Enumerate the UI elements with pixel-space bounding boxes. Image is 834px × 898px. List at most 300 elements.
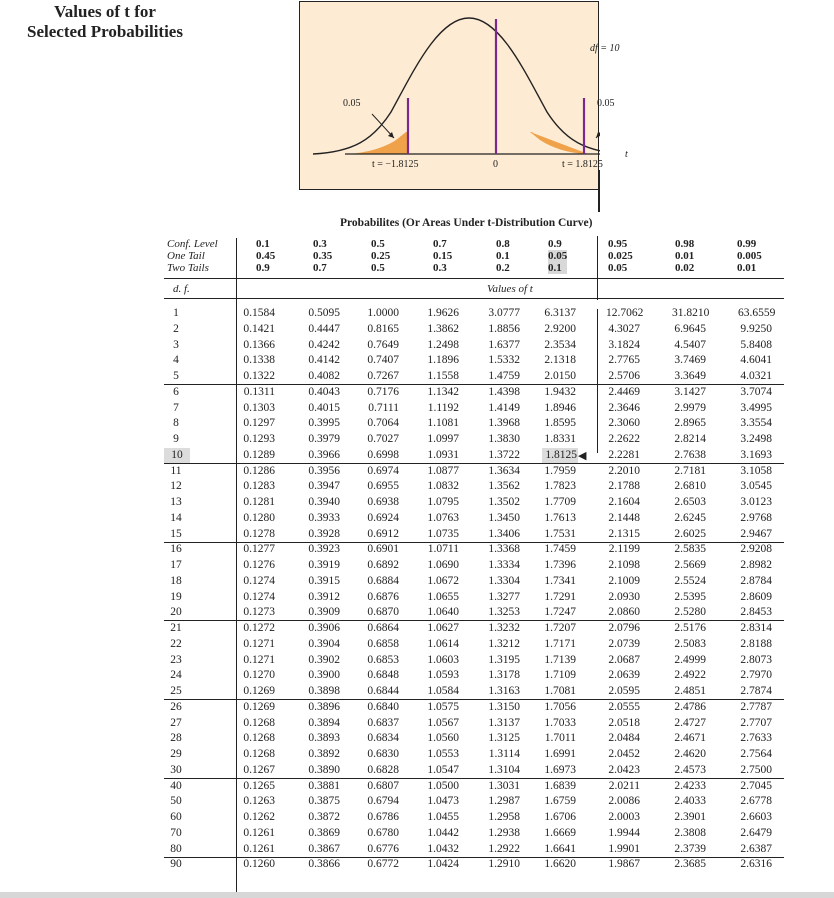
value-cell: 1.7171 xyxy=(544,637,576,650)
df-label: df = 10 xyxy=(590,43,620,54)
value-cell: 0.6772 xyxy=(367,858,399,871)
value-cell: 1.2987 xyxy=(488,795,520,808)
value-cell: 2.6025 xyxy=(674,527,706,540)
header-column-6 xyxy=(548,238,567,274)
header-one-value: 0.025 xyxy=(608,250,633,262)
value-cell: 3.1058 xyxy=(740,464,772,477)
value-cell: 0.3979 xyxy=(308,433,340,445)
value-cell: 1.1081 xyxy=(427,417,459,430)
df-cell: 29 xyxy=(170,748,182,760)
value-cell: 2.5524 xyxy=(674,574,706,587)
value-cell: 1.0763 xyxy=(427,511,459,524)
value-cell: 0.1261 xyxy=(243,842,275,855)
value-cell: 2.4573 xyxy=(674,763,706,776)
value-cell: 0.6955 xyxy=(367,480,399,493)
header-conf-value: 0.9 xyxy=(548,238,562,250)
value-cell: 1.3334 xyxy=(488,559,520,571)
value-cell: 2.1448 xyxy=(608,511,640,524)
value-cell: 1.1192 xyxy=(427,401,459,414)
value-cell: 1.4149 xyxy=(488,401,520,414)
value-cell: 2.3534 xyxy=(544,338,576,351)
value-cell: 0.3869 xyxy=(308,826,340,839)
table-row xyxy=(0,479,834,494)
table-row xyxy=(0,353,834,368)
value-cell: 0.6780 xyxy=(367,826,399,839)
value-cell: 1.6706 xyxy=(544,811,576,823)
table-row xyxy=(0,731,834,746)
value-cell: 0.1366 xyxy=(243,338,275,351)
value-cell: 3.1427 xyxy=(674,385,706,398)
value-cell: 0.4142 xyxy=(308,354,340,367)
value-cell: 2.3901 xyxy=(674,811,706,823)
value-cell: 0.7064 xyxy=(367,417,399,430)
value-cell: 1.3031 xyxy=(488,779,520,792)
value-cell: 0.3933 xyxy=(308,511,340,524)
value-cell: 1.7033 xyxy=(544,716,576,729)
value-cell: 1.7709 xyxy=(544,496,576,508)
value-cell: 0.3906 xyxy=(308,622,340,634)
value-cell: 1.3104 xyxy=(488,763,520,776)
pointer-arrow-icon: ◀ xyxy=(578,449,587,462)
value-cell: 1.3232 xyxy=(488,622,520,634)
df-cell: 13 xyxy=(170,496,182,508)
header-one-value: 0.25 xyxy=(371,250,391,262)
value-cell: 1.7207 xyxy=(544,622,576,634)
value-cell: 1.7341 xyxy=(544,574,576,587)
value-cell: 0.6794 xyxy=(367,795,399,808)
value-cell: 1.4398 xyxy=(488,385,520,398)
value-cell: 0.3881 xyxy=(308,779,340,792)
value-cell: 1.0593 xyxy=(427,669,459,682)
value-cell: 0.3893 xyxy=(308,732,340,745)
value-cell: 1.2922 xyxy=(488,842,520,855)
table-row xyxy=(0,794,834,809)
table-row xyxy=(0,684,834,699)
value-cell: 2.0211 xyxy=(608,779,640,792)
df-cell: 22 xyxy=(170,637,182,650)
value-cell: 2.8965 xyxy=(674,417,706,430)
table-row xyxy=(0,542,834,557)
df-cell: 9 xyxy=(173,433,179,445)
value-cell: 0.1297 xyxy=(243,417,275,430)
df-cell: 19 xyxy=(170,590,182,603)
value-cell: 1.2938 xyxy=(488,826,520,839)
value-cell: 3.7074 xyxy=(740,385,772,398)
table-row xyxy=(0,700,834,715)
table-row xyxy=(0,464,834,479)
value-cell: 1.3125 xyxy=(488,732,520,745)
value-cell: 0.6870 xyxy=(367,606,399,619)
value-cell: 0.3900 xyxy=(308,669,340,682)
value-cell: 0.1261 xyxy=(243,826,275,839)
df-cell: 3 xyxy=(173,338,179,351)
df-cell: 12 xyxy=(170,480,182,493)
value-cell: 0.7176 xyxy=(367,385,399,398)
value-cell: 2.2281 xyxy=(608,448,640,461)
value-cell: 1.3150 xyxy=(488,700,520,713)
value-cell: 2.7638 xyxy=(674,448,706,461)
value-cell: 1.9901 xyxy=(608,842,640,855)
value-cell: 2.0484 xyxy=(608,732,640,745)
value-cell: 6.9645 xyxy=(674,322,706,335)
value-cell: 0.1265 xyxy=(243,779,275,792)
value-cell: 2.3739 xyxy=(674,842,706,855)
header-one-value: 0.35 xyxy=(313,250,333,262)
value-cell: 1.0424 xyxy=(427,858,459,871)
header-column-9 xyxy=(737,238,762,274)
value-cell: 0.1338 xyxy=(243,354,275,367)
value-cell: 4.3027 xyxy=(608,322,640,335)
table-row xyxy=(0,605,834,620)
df-cell: 5 xyxy=(173,370,179,382)
value-cell: 1.3368 xyxy=(488,543,520,556)
value-cell: 1.7056 xyxy=(544,700,576,713)
header-conf-value: 0.99 xyxy=(737,238,757,250)
value-cell: 2.1199 xyxy=(608,543,640,556)
value-cell: 2.5706 xyxy=(608,370,640,382)
value-cell: 2.0595 xyxy=(608,685,640,697)
value-cell: 2.1315 xyxy=(608,527,640,540)
value-cell: 1.6973 xyxy=(544,763,576,776)
header-two-value: 0.5 xyxy=(371,262,385,274)
value-cell: 3.0545 xyxy=(740,480,772,493)
value-cell: 1.0473 xyxy=(427,795,459,808)
value-cell: 1.0575 xyxy=(427,700,459,713)
value-cell: 0.3866 xyxy=(308,858,340,871)
header-one-value: 0.15 xyxy=(433,250,453,262)
table-row xyxy=(0,558,834,573)
value-cell: 2.8982 xyxy=(740,559,772,571)
value-cell: 2.1604 xyxy=(608,496,640,508)
value-cell: 2.3808 xyxy=(674,826,706,839)
table-row xyxy=(0,511,834,526)
value-cell: 2.0086 xyxy=(608,795,640,808)
value-cell: 2.6810 xyxy=(674,480,706,493)
value-cell: 1.3277 xyxy=(488,590,520,603)
table-row xyxy=(0,857,834,872)
value-cell: 1.3163 xyxy=(488,685,520,697)
df-cell: 21 xyxy=(170,622,182,634)
value-cell: 2.7633 xyxy=(740,732,772,745)
header-two-value: 0.2 xyxy=(496,262,510,274)
value-cell: 2.0555 xyxy=(608,700,640,713)
value-cell: 1.0877 xyxy=(427,464,459,477)
value-cell: 0.3896 xyxy=(308,700,340,713)
value-cell: 1.0567 xyxy=(427,716,459,729)
value-cell: 2.4671 xyxy=(674,732,706,745)
value-cell: 1.0832 xyxy=(427,480,459,493)
table-row xyxy=(0,779,834,794)
value-cell: 1.1896 xyxy=(427,354,459,367)
value-cell: 1.3178 xyxy=(488,669,520,682)
df-cell: 8 xyxy=(173,417,179,430)
table-row xyxy=(0,826,834,841)
value-cell: 0.3915 xyxy=(308,574,340,587)
value-cell: 1.6991 xyxy=(544,748,576,760)
value-cell: 1.7959 xyxy=(544,464,576,477)
value-cell: 0.6876 xyxy=(367,590,399,603)
value-cell: 0.6807 xyxy=(367,779,399,792)
df-cell: 26 xyxy=(170,700,182,713)
value-cell: 2.6603 xyxy=(740,811,772,823)
value-cell: 0.1286 xyxy=(243,464,275,477)
value-cell: 2.7564 xyxy=(740,748,772,760)
header-two-value: 0.02 xyxy=(675,262,695,274)
value-cell: 1.9626 xyxy=(427,307,459,319)
value-cell: 2.8314 xyxy=(740,622,772,634)
header-one-value: 0.1 xyxy=(496,250,510,262)
table-row xyxy=(0,763,834,778)
value-cell: 1.3722 xyxy=(488,448,520,461)
value-cell: 2.4620 xyxy=(674,748,706,760)
value-cell: 1.7011 xyxy=(544,732,576,745)
value-cell: 1.0672 xyxy=(427,574,459,587)
value-cell: 1.6641 xyxy=(544,842,576,855)
header-two-value: 0.05 xyxy=(608,262,628,274)
value-cell: 2.1318 xyxy=(544,354,576,367)
df-cell: 60 xyxy=(170,811,182,823)
value-cell: 1.0000 xyxy=(367,307,399,319)
header-column-7 xyxy=(608,238,633,274)
value-cell: 4.6041 xyxy=(740,354,772,367)
table-row xyxy=(0,842,834,857)
value-cell: 1.1558 xyxy=(427,370,459,382)
value-cell: 2.8214 xyxy=(674,433,706,445)
value-cell: 1.3634 xyxy=(488,464,520,477)
value-cell: 5.8408 xyxy=(740,338,772,351)
value-cell: 0.6837 xyxy=(367,716,399,729)
value-cell: 4.5407 xyxy=(674,338,706,351)
value-cell: 2.7707 xyxy=(740,716,772,729)
value-cell: 2.7181 xyxy=(674,464,706,477)
value-cell: 3.4995 xyxy=(740,401,772,414)
value-cell: 1.9944 xyxy=(608,826,640,839)
value-cell: 0.1289 xyxy=(243,448,275,461)
df-cell: 50 xyxy=(170,795,182,808)
value-cell: 1.5332 xyxy=(488,354,520,367)
values-rule xyxy=(164,298,784,299)
value-cell: 2.4999 xyxy=(674,653,706,666)
value-cell: 0.3894 xyxy=(308,716,340,729)
header-conf-value: 0.8 xyxy=(496,238,510,250)
df-cell: 17 xyxy=(170,559,182,571)
header-column-3 xyxy=(371,238,390,274)
value-cell: 0.6858 xyxy=(367,637,399,650)
value-cell: 2.3685 xyxy=(674,858,706,871)
table-row xyxy=(0,716,834,731)
df-cell: 80 xyxy=(170,842,182,855)
value-cell: 2.6387 xyxy=(740,842,772,855)
conf-level-label: Conf. Level xyxy=(167,238,218,250)
value-cell: 1.7459 xyxy=(544,543,576,556)
value-cell: 0.7111 xyxy=(368,401,399,414)
value-cell: 2.0452 xyxy=(608,748,640,760)
value-cell: 2.7970 xyxy=(740,669,772,682)
table-row xyxy=(0,527,834,542)
value-cell: 1.6669 xyxy=(544,826,576,839)
value-cell: 3.3649 xyxy=(674,370,706,382)
value-cell: 0.1311 xyxy=(243,385,275,398)
header-column-5 xyxy=(496,238,510,274)
bottom-scroll-strip xyxy=(0,892,834,898)
value-cell: 1.6620 xyxy=(544,858,576,871)
value-cell: 0.1421 xyxy=(243,322,275,335)
value-cell: 0.6776 xyxy=(367,842,399,855)
value-cell: 0.4015 xyxy=(308,401,340,414)
value-cell: 1.0500 xyxy=(427,779,459,792)
value-cell: 0.6912 xyxy=(367,527,399,540)
left-t-label: t = −1.8125 xyxy=(372,159,419,170)
df-cell: 4 xyxy=(173,354,179,367)
value-cell: 0.1262 xyxy=(243,811,275,823)
value-cell: 0.6924 xyxy=(367,511,399,524)
value-cell: 1.8595 xyxy=(544,417,576,430)
value-cell: 2.9200 xyxy=(544,322,576,335)
value-cell: 2.6503 xyxy=(674,496,706,508)
table-caption: Probabilites (Or Areas Under t-Distribution Curve) xyxy=(340,217,593,229)
table-row xyxy=(0,401,834,416)
header-conf-value: 0.98 xyxy=(675,238,695,250)
header-one-value: 0.005 xyxy=(737,250,762,262)
value-cell: 1.9867 xyxy=(608,858,640,871)
value-cell: 0.3966 xyxy=(308,448,340,461)
value-cell: 4.0321 xyxy=(740,370,772,382)
value-cell: 0.3875 xyxy=(308,795,340,808)
left-tail-area xyxy=(348,132,408,154)
value-cell: 2.0930 xyxy=(608,590,640,603)
value-cell: 2.7787 xyxy=(740,700,772,713)
value-cell: 0.6834 xyxy=(367,732,399,745)
value-cell: 0.1278 xyxy=(243,527,275,540)
value-cell: 2.2010 xyxy=(608,464,640,477)
header-two-value: 0.7 xyxy=(313,262,327,274)
value-cell: 0.1273 xyxy=(243,606,275,619)
value-cell: 1.0553 xyxy=(427,748,459,760)
value-cell: 1.3502 xyxy=(488,496,520,508)
value-cell: 31.8210 xyxy=(672,307,710,319)
value-cell: 2.4851 xyxy=(674,685,706,697)
value-cell: 9.9250 xyxy=(740,322,772,335)
df-cell: 30 xyxy=(170,763,182,776)
value-cell: 2.0003 xyxy=(608,811,640,823)
value-cell: 0.1267 xyxy=(243,763,275,776)
header-two-value: 0.1 xyxy=(548,262,567,274)
value-cell: 0.6853 xyxy=(367,653,399,666)
value-cell: 0.7649 xyxy=(367,338,399,351)
value-cell: 2.6479 xyxy=(740,826,772,839)
value-cell: 0.3892 xyxy=(308,748,340,760)
value-cell: 1.3862 xyxy=(427,322,459,335)
value-cell: 0.1303 xyxy=(243,401,275,414)
header-conf-value: 0.3 xyxy=(313,238,327,250)
value-cell: 0.5095 xyxy=(308,307,340,319)
title-line-1: Values of t for xyxy=(54,2,156,21)
table-row xyxy=(0,448,834,463)
value-cell: 1.2958 xyxy=(488,811,520,823)
value-cell: 2.8784 xyxy=(740,574,772,587)
zero-label: 0 xyxy=(493,159,498,170)
value-cell: 1.0997 xyxy=(427,433,459,445)
value-cell: 2.9768 xyxy=(740,511,772,524)
value-cell: 1.0560 xyxy=(427,732,459,745)
value-cell: 0.7407 xyxy=(367,354,399,367)
value-cell: 0.6938 xyxy=(367,496,399,508)
value-cell: 0.1276 xyxy=(243,559,275,571)
value-cell: 2.7765 xyxy=(608,354,640,367)
value-cell: 0.1271 xyxy=(243,637,275,650)
value-cell: 1.0547 xyxy=(427,763,459,776)
table-row xyxy=(0,574,834,589)
value-cell: 1.7247 xyxy=(544,606,576,619)
df-cell: 40 xyxy=(170,779,182,792)
value-cell: 1.0711 xyxy=(427,543,459,556)
value-cell: 2.6245 xyxy=(674,511,706,524)
value-cell: 2.4233 xyxy=(674,779,706,792)
value-cell: 1.0627 xyxy=(427,622,459,634)
value-cell: 1.7613 xyxy=(544,511,576,524)
header-conf-value: 0.1 xyxy=(256,238,270,250)
value-cell: 1.3450 xyxy=(488,511,520,524)
value-cell: 1.4759 xyxy=(488,370,520,382)
table-row xyxy=(0,810,834,825)
value-cell: 2.6778 xyxy=(740,795,772,808)
value-cell: 1.6839 xyxy=(544,779,576,792)
value-cell: 0.4043 xyxy=(308,385,340,398)
header-labels xyxy=(167,238,218,274)
value-cell: 2.9467 xyxy=(740,527,772,540)
df-cell: 14 xyxy=(170,511,182,524)
value-cell: 2.4033 xyxy=(674,795,706,808)
value-cell: 3.1693 xyxy=(740,448,772,461)
value-cell: 1.0584 xyxy=(427,685,459,697)
header-one-value: 0.01 xyxy=(675,250,695,262)
value-cell: 0.4082 xyxy=(308,370,340,382)
value-cell: 2.7500 xyxy=(740,763,772,776)
value-cell: 2.5280 xyxy=(674,606,706,619)
value-cell: 0.3995 xyxy=(308,417,340,430)
t-distribution-figure xyxy=(299,1,628,190)
value-cell: 0.3928 xyxy=(308,527,340,540)
value-cell: 0.1281 xyxy=(243,496,275,508)
df-cell: 24 xyxy=(170,669,182,682)
table-row xyxy=(0,621,834,636)
value-cell: 0.6840 xyxy=(367,700,399,713)
value-cell: 0.1268 xyxy=(243,732,275,745)
value-cell: 2.0739 xyxy=(608,637,640,650)
value-cell: 1.3212 xyxy=(488,637,520,650)
value-cell: 1.3137 xyxy=(488,716,520,729)
value-cell: 2.7045 xyxy=(740,779,772,792)
one-tail-label: One Tail xyxy=(167,250,205,262)
header-one-value: 0.05 xyxy=(548,250,568,262)
df-cell: 16 xyxy=(170,543,182,556)
value-cell: 0.6844 xyxy=(367,685,399,697)
value-cell: 0.3890 xyxy=(308,763,340,776)
right-t-label: t = 1.8125 xyxy=(562,159,603,170)
value-cell: 0.3898 xyxy=(308,685,340,697)
value-cell: 0.1322 xyxy=(243,370,275,382)
value-cell: 0.1280 xyxy=(243,511,275,524)
value-cell: 2.1009 xyxy=(608,574,640,587)
value-cell: 1.0432 xyxy=(427,842,459,855)
value-cell: 0.3956 xyxy=(308,464,340,477)
value-cell: 1.8856 xyxy=(488,322,520,335)
value-cell: 0.7267 xyxy=(367,370,399,382)
value-cell: 0.1268 xyxy=(243,716,275,729)
value-cell: 2.8609 xyxy=(740,590,772,603)
axis-t-label: t xyxy=(625,149,628,160)
value-cell: 0.3902 xyxy=(308,653,340,666)
